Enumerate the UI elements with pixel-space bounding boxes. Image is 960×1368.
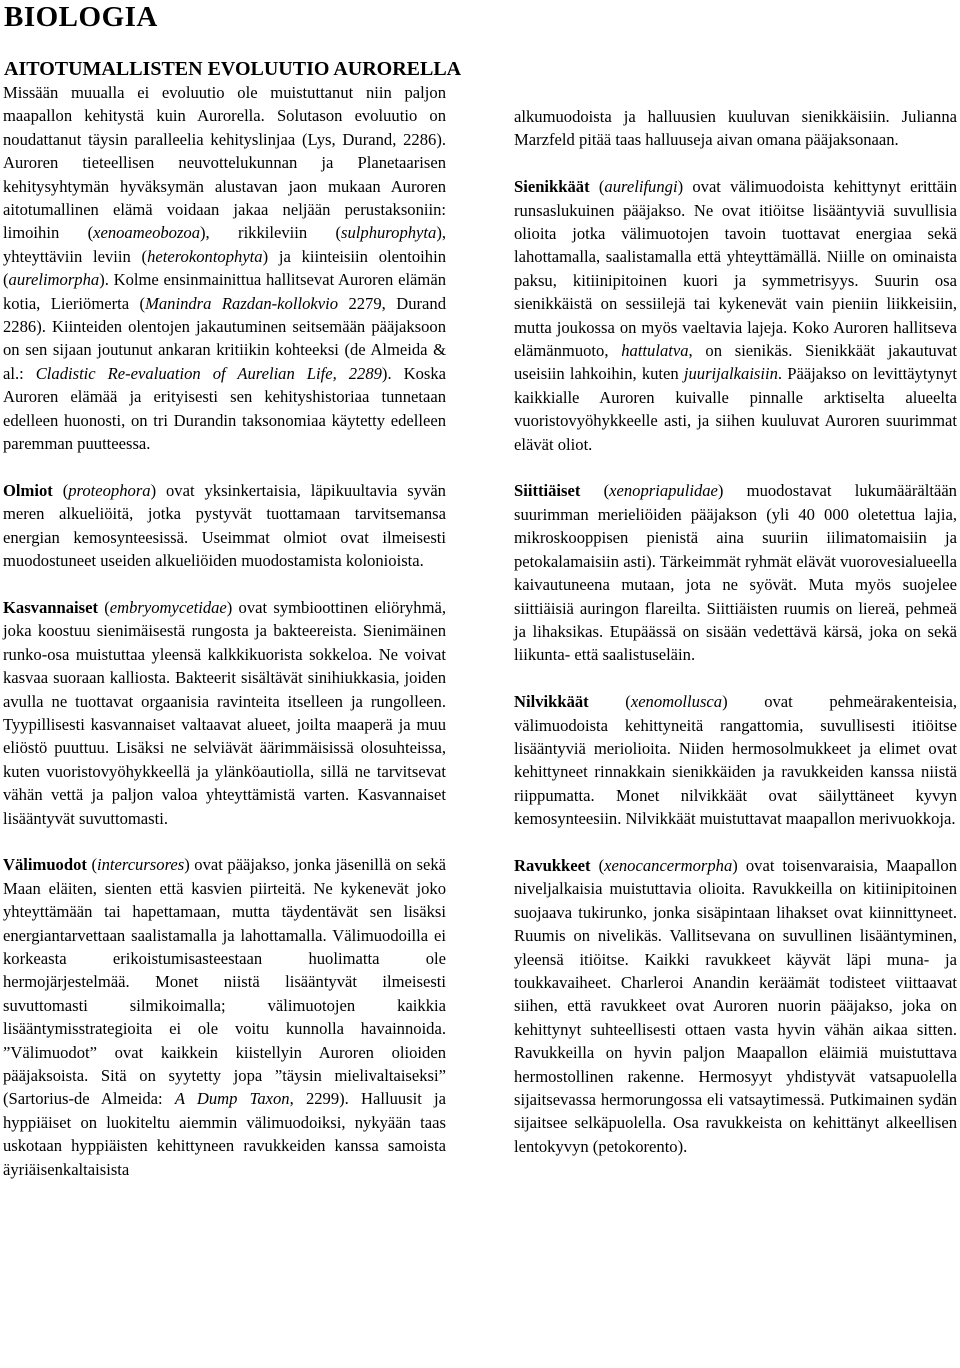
paragraph: [3, 596, 446, 830]
text-run: alkumuodoista ja halluusien kuuluvan sienikkäisiin. Julianna Marzfeld pitää taas halluuseja aivan omana pääjaksonaan.: [514, 107, 957, 150]
italic-text: xenomollusca: [630, 692, 723, 712]
italic-text: xenopriapulidae: [609, 481, 718, 501]
taxon-term: Välimuodot: [3, 855, 87, 875]
taxon-term: Olmiot: [3, 480, 53, 500]
taxon-term: Ravukkeet: [514, 855, 591, 875]
text-run: ) ovat symbioottinen eliöryhmä, joka koostuu sienimäisestä rungosta ja bakteereista. Sienimäinen runko-osa muistuttaa yleensä kalkkikuorista sokkeloa. Ne voivat kasvaa suoraan kalliosta. Bakteerit sisältävät sinihiukkasia, joiden avulla ne tuottavat orgaanisia ravinteita itselleen ja rungolleen. Tyypillisesti kasvannaiset valtaavat alueet, joilta maaperä ja muu eliöstö puuttuu. Lisäksi ne selviävät äärimmäisissä olosuhteissa, kuten vuoristovyöhykkeellä ja ylänköautiolla, sillä ne tarvitsevat vähän vettä ja paljon valoa yhteyttämistä varten. Kasvannaiset lisääntyvät suvuttomasti.: [3, 597, 446, 828]
taxon-term: Nilvikkäät: [514, 692, 589, 712]
text-run: . Pääjakso on levittäytynyt kaikkialle Auroren kuivalle pinnalle arktiselta alueelta vuoristovyöhykkeelle asti, ja siihen kuuluvat Auroren suurimmat elävät oliot.: [514, 364, 957, 454]
italic-text: sulphurophyta: [341, 223, 437, 243]
paragraph: [514, 175, 957, 456]
text-run: (: [590, 855, 605, 875]
left-column: [3, 81, 446, 1204]
text-run: ). Koska Auroren elämää ja erityisesti sen kehityshistoriaa tunnetaan edelleen huonosti, on tri Durandin taksonomiaa käytetty edelleen paremman puutteessa.: [3, 363, 446, 454]
text-run: ) ja kiinteisiin olentoihin (: [3, 246, 446, 290]
text-run: , on sienikäs. Sienikkäät jakautuvat useisiin lahkoihin, kuten: [514, 341, 957, 384]
italic-text: xenocancermorpha: [604, 855, 733, 875]
italic-text: aurelifungi: [604, 177, 678, 197]
article-subtitle: AITOTUMALLISTEN EVOLUUTIO AURORELLA: [4, 58, 462, 80]
italic-text: Manindra Razdan-kollokvio: [145, 293, 339, 313]
text-run: (: [97, 597, 110, 617]
paragraph: [514, 854, 957, 1158]
italic-text: juurijalkaisiin: [683, 364, 778, 384]
paragraph: [514, 479, 957, 666]
text-run: ) muodostavat lukumäärältään suurimman merieliöiden pääjakson (yli 40 000 oletettua lajia, mikroskooppisen pienistä aina suuriin iilimatomaisiin ja petokalamaisiin asti). Tärkeimmät ryhmät elävät vuorovesialueella kaivautuneena mutaan, jota ne syövät. Muta myös suojelee siittiäisiä auringon flareilta. Siittiäisten ruumis on liereä, pehmeä ja lihaksikas. Etupäässä on sisään vedettävä kärsä, joka on sekä liikunta- että saalistuseläin.: [514, 481, 957, 665]
text-run: ) ovat toisenvaraisia, Maapallon niveljalkaisia muistuttavia olioita. Ravukkeilla on kitiinipitoinen suojaava tukirunko, jonka sisäpintaan lihakset ovat kiinnittyneet. Ruumis on nivelikäs. Vallitsevana on suvullinen lisääntyminen, yleensä itiöitse. Kaikki ravukkeet käyvät läpi muna- ja toukkavaiheet. Charleroi Anandin keräämät todisteet viittaavat siihen, että ravukkeet ovat Auroren nuorin pääjakso, joka on kehittynyt suhteellisesti ottaen vasta hyvin vähän aikaa sitten. Ravukkeilla on hyvin paljon Maapallon eläimiä muistuttava hermostollinen rakenne. Hermosyyt yhdistyvät vatsapuolella sijaitsevassa hermorungossa eli vatsaytimessä. Putkimainen sydän sijaitsee selkäpuolella. Osa ravukkeista on kehittänyt alkeellisen lentokyvyn (petokorento).: [514, 855, 957, 1156]
text-run: (: [580, 481, 610, 501]
text-run: ), yhteyttäviin leviin (: [3, 223, 446, 266]
paragraph: [3, 81, 446, 456]
right-column: [514, 105, 957, 1182]
italic-text: proteophora: [68, 480, 151, 500]
text-run: ). Kolme ensinmainittua hallitsevat Auroren elämän kotia, Lieriömerta (: [3, 270, 446, 313]
text-run: (: [589, 177, 605, 197]
taxon-term: Sienikkäät: [514, 177, 590, 197]
paragraph: [3, 853, 446, 1181]
text-run: (: [86, 855, 97, 875]
taxon-term: Kasvannaiset: [3, 597, 98, 617]
text-run: ) ovat yksinkertaisia, läpikuultavia syvän meren alkueliöitä, jotka pystyvät tuottamaan tarvitsemansa energian kemosynteesissä. Useimmat olmiot ovat ilmeisesti muodostuneet useiden alkueliöiden muodostamista kolonioista.: [3, 480, 446, 571]
text-run: (: [588, 692, 631, 712]
text-run: ), rikkileviin (: [200, 223, 342, 243]
italic-text: Cladistic Re-evaluation of Aurelian Life, 2289: [35, 363, 382, 383]
taxon-term: Siittiäiset: [514, 481, 581, 501]
paragraph: [514, 105, 957, 152]
italic-text: heterokontophyta: [147, 246, 263, 266]
italic-text: aurelimorpha: [8, 270, 100, 290]
text-run: ) ovat pääjakso, jonka jäsenillä on sekä Maan eläiten, sienten että kasvien piirteitä. Ne kykenevät joko yhteyttämään tai hapettamaan, mutta täydentävät sen lisäksi energiantarvettaan saalistamalla ja lahottamalla. Välimuodoilla ei korkeasta erikoistumisasteestaan huolimatta ole hermojärjestelmää. Monet niistä lisääntyvät ilmeisesti suvuttomasti silmikoimalla; välimuotojen kaikkia lisääntymisstrategioita ei ole voitu kunnolla havainnoida. ”Välimuodot” ovat kaikkein kiistellyin Auroren olioiden pääjaksoista. Sitä on syytetty jopa ”täysin mielivaltaiseksi” (Sartorius-de Almeida:: [3, 855, 446, 1109]
paragraph: [3, 479, 446, 573]
page-title: BIOLOGIA: [4, 1, 158, 33]
paragraph: [514, 690, 957, 830]
italic-text: A Dump Taxon: [174, 1089, 290, 1109]
text-run: (: [52, 480, 69, 500]
italic-text: hattulatva: [621, 341, 689, 361]
text-run: 2279, Durand 2286). Kiinteiden olentojen jakautuminen seitsemään pääjaksoon on sen sijaan joutunut ankaran kritiikin kohteeksi (de Almeida & al.:: [3, 293, 447, 383]
italic-text: xenoameobozoa: [93, 223, 201, 243]
text-run: , 2299). Halluusit ja hyppiäiset on luokiteltu aiemmin välimuodoiksi, nykyään taas uskotaan hyppiäisten kehittyneen ravukkeiden kanssa samoista äyriäisenkaltaisista: [3, 1089, 447, 1179]
text-run: Missään muualla ei evoluutio ole muistuttanut niin paljon maapallon kehitystä kuin Aurorella. Solutason evoluutio on noudattanut täysin paralleelia kehityslinjaa (Lys, Durand, 2286). Auroren tieteellisen neuvottelukunnan ja Planetaarisen kehitysyhtymän hyväksymän alustavan jaon mukaan Auroren aitotumallinen elämä voidaan jakaa neljään perustaksoniin: limoihin (: [3, 83, 446, 243]
text-run: ) ovat pehmeärakenteisia, välimuodoista kehittyneitä rangattomia, suvullisesti itiöitse lisääntyviä meriolioita. Niiden hermosolmukkeet ja elimet ovat kehittyneet rinnakkain sienikkäiden ja ravukkeiden kanssa niistä riippumatta. Monet nilvikkäät ovat säilyttäneet kyvyn kemosynteesiin. Nilvikkäät muistuttavat maapallon merivuokkoja.: [514, 692, 957, 829]
text-run: ) ovat välimuodoista kehittynyt erittäin runsaslukuinen pääjakso. Ne ovat itiöitse lisääntyviä suvullisia olioita jotka välimuotojen tavoin tuottavat energiaa sekä lahottamalla, saalistamalla että yhteyttämällä. Niille on ominaista paksu, kitiinipitoinen kuori ja symmetrisyys. Suurin osa sienikkäistä on sessiilejä tai kykenevät vain pieniin liikkeisiin, mutta joukossa on myös vaeltavia lajeja. Koko Auroren hallitseva elämänmuoto,: [514, 177, 957, 361]
italic-text: embryomycetidae: [109, 597, 227, 617]
italic-text: intercursores: [96, 855, 185, 875]
